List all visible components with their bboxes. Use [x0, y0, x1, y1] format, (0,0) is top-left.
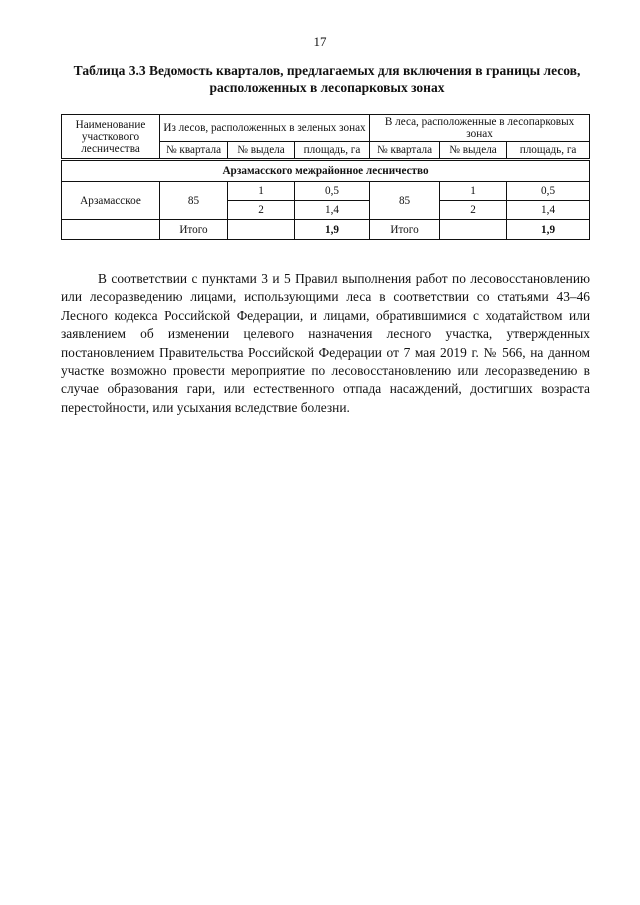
forestry-name-cell: Арзамасское	[62, 182, 160, 220]
total-empty-cell	[62, 220, 160, 240]
from-total-label: Итого	[160, 220, 228, 240]
table-title: Таблица 3.3 Ведомость кварталов, предлагаемых для включения в границы лесов, расположенных в лесопарковых зонах	[73, 63, 581, 95]
table-row	[62, 182, 590, 201]
section-row	[62, 160, 590, 182]
header-to-plot: № выдела	[440, 142, 507, 160]
to-area-cell: 1,4	[507, 201, 590, 220]
to-total-area: 1,9	[507, 220, 590, 240]
to-plot-cell: 1	[440, 182, 507, 201]
total-row	[62, 220, 590, 240]
from-quarter-cell: 85	[160, 182, 228, 220]
header-row-1	[62, 115, 590, 142]
from-plot-cell: 1	[228, 182, 295, 201]
to-area-cell: 0,5	[507, 182, 590, 201]
from-total-empty-cell	[228, 220, 295, 240]
section-title: Арзамасского межрайонное лесничество	[62, 160, 590, 182]
header-to-area: площадь, га	[507, 142, 590, 160]
to-plot-cell: 2	[440, 201, 507, 220]
to-total-empty-cell	[440, 220, 507, 240]
header-forestry-name: Наименование участкового лесничества	[62, 115, 160, 160]
header-group-park-zones: В леса, расположенные в лесопарковых зонах	[370, 115, 590, 142]
page-number: 17	[313, 34, 327, 49]
header-group-green-zones: Из лесов, расположенных в зеленых зонах	[160, 115, 370, 142]
header-from-plot: № выдела	[228, 142, 295, 160]
from-area-cell: 0,5	[295, 182, 370, 201]
from-area-cell: 1,4	[295, 201, 370, 220]
header-to-quarter: № квартала	[370, 142, 440, 160]
quarters-table	[61, 114, 590, 240]
from-plot-cell: 2	[228, 201, 295, 220]
body-paragraph: В соответствии с пунктами 3 и 5 Правил выполнения работ по лесовосстановлению или лесоразведению лицами, использующими леса в соответствии со статьями 43–46 Лесного кодекса Российской Федерации, и лицами, обратившимися с ходатайством или заявлением об изменении целевого назначения лесного участка, утвержденных постановлением Правительства Российской Федерации от 7 мая 2019 г. № 566, на данном участке возможно провести мероприятие по лесовосстановлению или лесоразведению в случае образования гари, или естественного отпада насаждений, достигших возраста перестойности, или усыхания вследствие болезни.	[61, 271, 590, 415]
from-total-area: 1,9	[295, 220, 370, 240]
to-quarter-cell: 85	[370, 182, 440, 220]
to-total-label: Итого	[370, 220, 440, 240]
header-from-area: площадь, га	[295, 142, 370, 160]
header-from-quarter: № квартала	[160, 142, 228, 160]
